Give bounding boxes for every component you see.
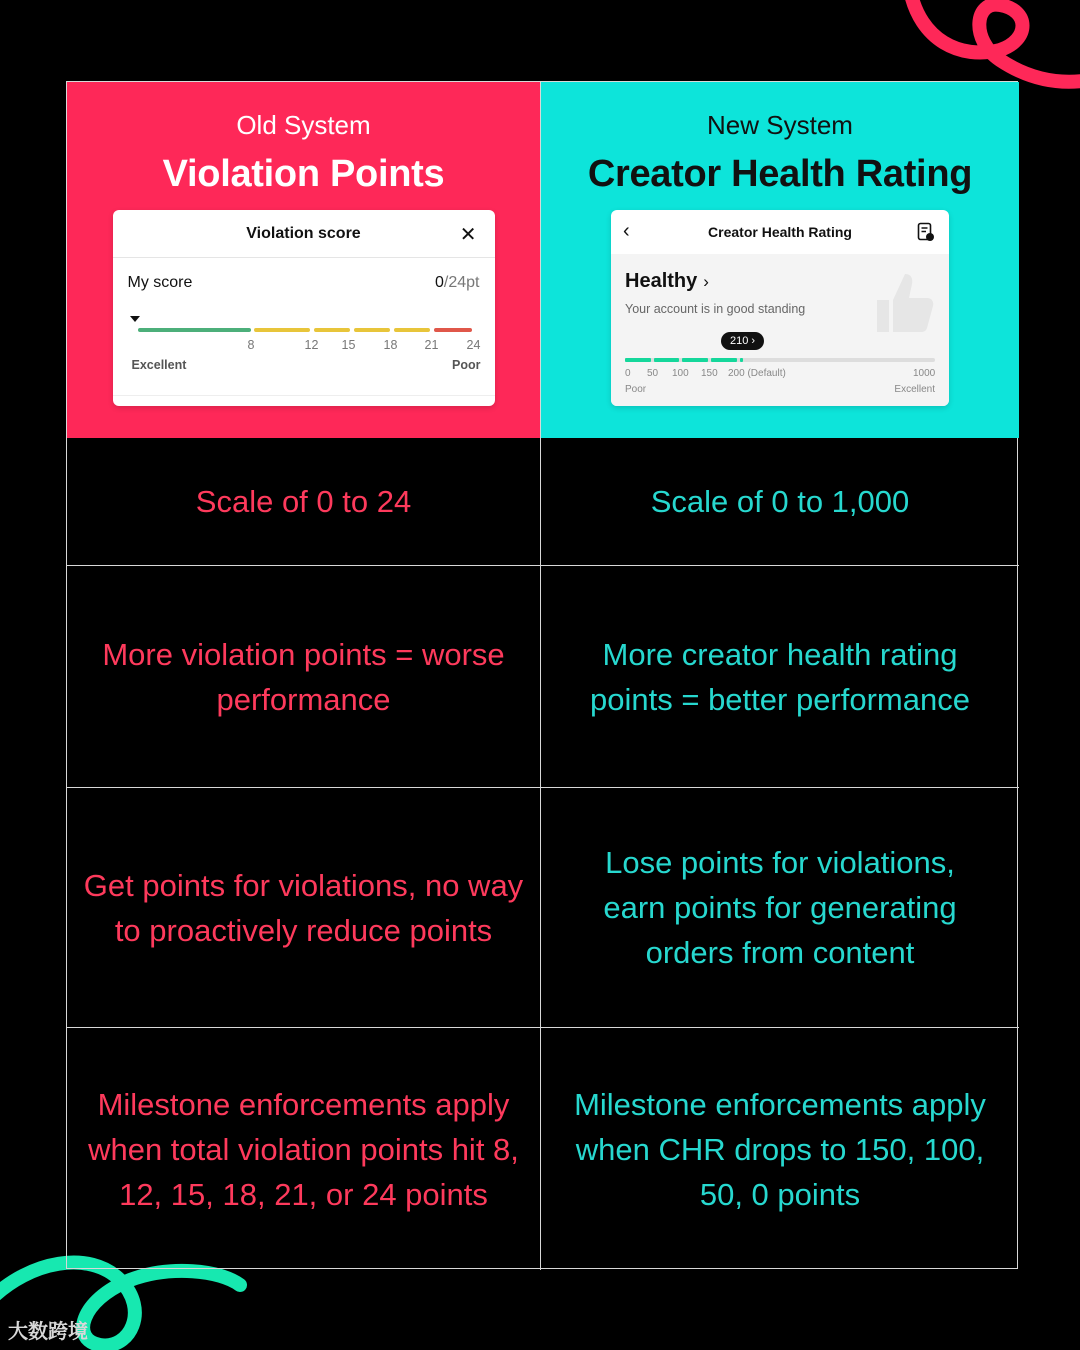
old-performance-text: More violation points = worse performance: [102, 636, 505, 717]
health-status[interactable]: Healthy ›: [625, 270, 709, 292]
new-scale-text: Scale of 0 to 1,000: [650, 484, 910, 519]
chr-card-title: Creator Health Rating: [708, 224, 852, 240]
old-row-4: [67, 1028, 541, 1270]
new-performance-text: More creator health rating points = better performance: [590, 636, 970, 717]
violation-score-card: Violation score ✕ My score 0/24pt 8 12 15 18 21 24 Excellent Poor: [113, 210, 495, 406]
thumbs-up-icon: [867, 266, 939, 338]
new-row-4: [541, 1028, 1019, 1270]
new-row-2: [541, 566, 1019, 788]
old-row-3: [67, 788, 541, 1028]
old-row-2: [67, 566, 541, 788]
new-points-text: Lose points for violations, earn points for generating orders from content: [603, 845, 957, 970]
score-marker-icon: [130, 316, 140, 322]
old-system-title: Violation Points: [162, 153, 445, 195]
watermark: 大数跨境: [8, 1321, 88, 1343]
chr-end-poor: Poor: [625, 384, 647, 395]
health-status-description: Your account is in good standing: [625, 302, 806, 316]
old-system-header: [67, 82, 541, 438]
new-milestone-text: Milestone enforcements apply when CHR drops to 150, 100, 50, 0 points: [574, 1086, 986, 1212]
score-value: 0/24pt: [435, 274, 480, 291]
new-system-header: [541, 82, 1019, 438]
new-system-title: Creator Health Rating: [587, 153, 973, 195]
new-row-3: [541, 788, 1019, 1028]
violation-scale-bar: [138, 328, 472, 332]
new-system-subtitle: New System: [707, 110, 853, 140]
new-row-1: [541, 438, 1019, 566]
chr-end-excellent: Excellent: [894, 384, 935, 395]
old-row-1: [67, 438, 541, 566]
my-score-label: My score: [127, 274, 193, 291]
close-icon[interactable]: ✕: [459, 224, 477, 246]
scale-end-poor: Poor: [452, 358, 481, 372]
chevron-left-icon[interactable]: ‹: [623, 220, 630, 242]
current-score-pill[interactable]: 210 ›: [721, 332, 764, 350]
comparison-table: [66, 81, 1018, 1269]
old-scale-text: Scale of 0 to 24: [195, 484, 412, 519]
violation-score-title: Violation score: [246, 224, 361, 242]
scale-end-excellent: Excellent: [131, 358, 187, 372]
old-points-text: Get points for violations, no way to proactively reduce points: [83, 867, 524, 948]
creator-health-rating-card: ‹ Creator Health Rating Healthy › Your account is in good standing 210 › 0 50 100 150 200 (Default) 1000 Poor Excellent: [611, 210, 949, 406]
old-milestone-text: Milestone enforcements apply when total violation points hit 8, 12, 15, 18, 21, or 24 points: [88, 1086, 519, 1212]
old-system-subtitle: Old System: [236, 110, 371, 140]
document-help-icon[interactable]: [917, 222, 935, 242]
